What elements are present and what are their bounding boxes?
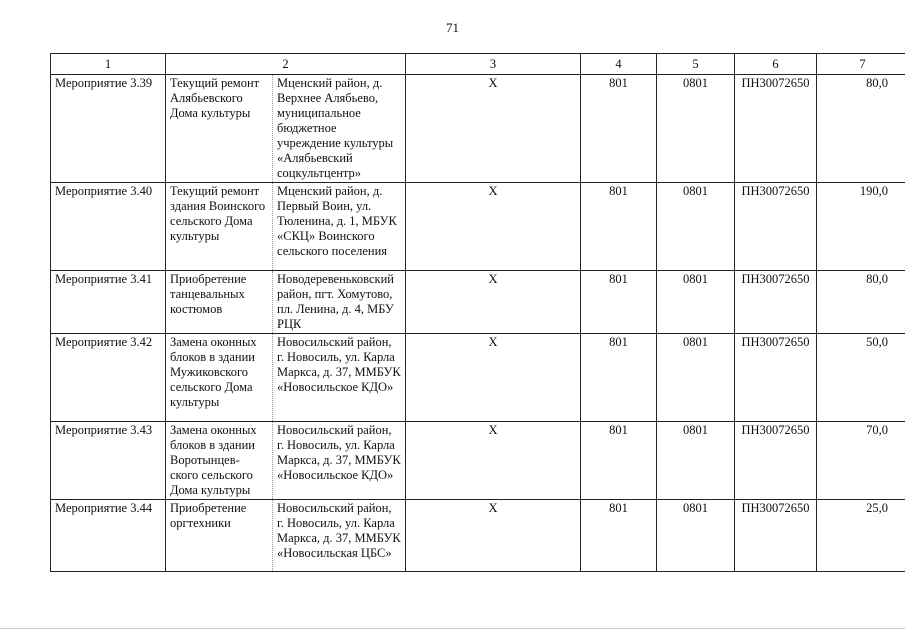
col5-value: 0801 [657, 271, 735, 334]
col6-value: ПН30072650 [735, 183, 817, 271]
amount-value: 80,0 [817, 271, 905, 334]
col3-value: Х [406, 271, 581, 334]
col6-value: ПН30072650 [735, 500, 817, 572]
event-name: Замена оконных блоков в здании Мужиковского сельского Дома культуры [166, 334, 273, 422]
event-place: Мценский район, д. Верхнее Алябьево, муниципальное бюджетное учреждение культуры «Алябьевский соцкультцентр» [273, 75, 406, 183]
measures-table [50, 53, 905, 572]
amount-value: 70,0 [817, 422, 905, 500]
event-place: Новосильский район, г. Новосиль, ул. Карла Маркса, д. 37, ММБУК «Новосильская ЦБС» [273, 500, 406, 572]
col4-value: 801 [581, 334, 657, 422]
col3-value: Х [406, 183, 581, 271]
event-name: Приобретение танцевальных костюмов [166, 271, 273, 334]
event-name: Текущий ремонт Алябьевского Дома культуры [166, 75, 273, 183]
event-id: Мероприятие 3.41 [51, 271, 166, 334]
table-row [51, 500, 905, 572]
event-place: Новосильский район, г. Новосиль, ул. Карла Маркса, д. 37, ММБУК «Новосильское КДО» [273, 334, 406, 422]
event-id: Мероприятие 3.39 [51, 75, 166, 183]
col6-value: ПН30072650 [735, 334, 817, 422]
event-id: Мероприятие 3.42 [51, 334, 166, 422]
col3-value: Х [406, 334, 581, 422]
col6-value: ПН30072650 [735, 75, 817, 183]
col3-value: Х [406, 75, 581, 183]
col5-value: 0801 [657, 500, 735, 572]
col3-value: Х [406, 422, 581, 500]
table-row [51, 334, 905, 422]
event-id: Мероприятие 3.40 [51, 183, 166, 271]
table-row [51, 75, 905, 183]
table-row [51, 271, 905, 334]
event-place: Новодеревеньковский район, пгт. Хомутово, пл. Ленина, д. 4, МБУ РЦК [273, 271, 406, 334]
event-name: Приобретение оргтехники [166, 500, 273, 572]
col5-value: 0801 [657, 183, 735, 271]
event-place: Мценский район, д. Первый Воин, ул. Тюленина, д. 1, МБУК «СКЦ» Воинского сельского поселения [273, 183, 406, 271]
amount-value: 25,0 [817, 500, 905, 572]
amount-value: 50,0 [817, 334, 905, 422]
event-place: Новосильский район, г. Новосиль, ул. Карла Маркса, д. 37, ММБУК «Новосильское КДО» [273, 422, 406, 500]
col4-value: 801 [581, 271, 657, 334]
col4-value: 801 [581, 500, 657, 572]
scan-edge-divider [0, 628, 905, 629]
col4-value: 801 [581, 422, 657, 500]
col5-value: 0801 [657, 75, 735, 183]
col4-value: 801 [581, 183, 657, 271]
page-number: 71 [446, 20, 459, 35]
col6-value: ПН30072650 [735, 422, 817, 500]
amount-value: 190,0 [817, 183, 905, 271]
table-row [51, 422, 905, 500]
header-col-7: 7 [817, 54, 905, 75]
col3-value: Х [406, 500, 581, 572]
header-col-5: 5 [657, 54, 735, 75]
event-name: Замена оконных блоков в здании Воротынцев-ского сельского Дома культуры [166, 422, 273, 500]
event-name: Текущий ремонт здания Воинского сельского Дома культуры [166, 183, 273, 271]
header-col-4: 4 [581, 54, 657, 75]
event-id: Мероприятие 3.44 [51, 500, 166, 572]
col6-value: ПН30072650 [735, 271, 817, 334]
header-col-6: 6 [735, 54, 817, 75]
header-col-3: 3 [406, 54, 581, 75]
col5-value: 0801 [657, 334, 735, 422]
col4-value: 801 [581, 75, 657, 183]
col5-value: 0801 [657, 422, 735, 500]
amount-value: 80,0 [817, 75, 905, 183]
header-row [51, 54, 905, 75]
table-row [51, 183, 905, 271]
event-id: Мероприятие 3.43 [51, 422, 166, 500]
header-col-1: 1 [51, 54, 166, 75]
header-col-2: 2 [166, 54, 406, 75]
